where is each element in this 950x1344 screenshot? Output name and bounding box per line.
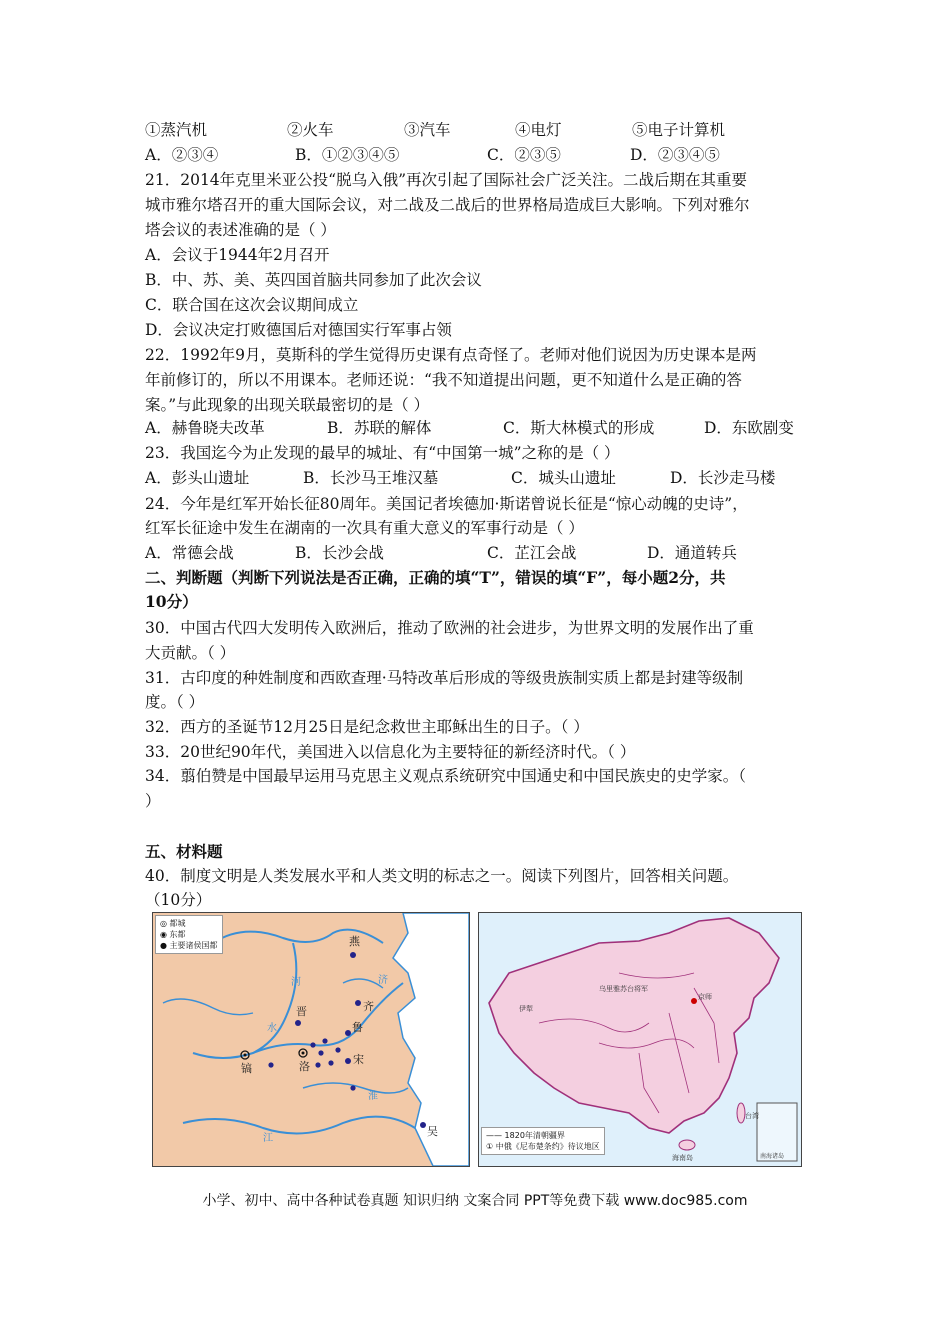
q20-option-b: B．①②③④⑤ [295,146,400,164]
label-taiwan: 台湾 [745,1112,759,1120]
city-dot [328,1060,333,1065]
page-footer: 小学、初中、高中各种试卷真题 知识归纳 文案合同 PPT等免费下载 www.doc985.com [202,1193,748,1209]
legend-nerchinsk: ① 中俄《尼布楚条约》待议地区 [486,1142,600,1151]
capital-luo-center [302,1052,305,1055]
label-song: 宋 [353,1053,364,1066]
label-luo: 洛 [299,1060,310,1073]
q40-line-2: （10分） [145,891,212,909]
map-right-legend [481,1127,605,1155]
q20-item-4: ④电灯 [515,121,562,139]
q22-stem-line-2: 年前修订的，所以不用课本。老师还说：“我不知道提出问题，更不知道什么是正确的答 [145,371,742,389]
q24-option-b: B．长沙会战 [295,544,384,562]
q24-option-a: A．常德会战 [145,544,234,562]
q24-stem-line-1: 24．今年是红军开始长征80周年。美国记者埃德加·斯诺曾说长征是“惊心动魄的史诗”， [145,495,748,513]
q20-item-3: ③汽车 [404,121,451,139]
q21-option-b: B．中、苏、美、英四国首脑共同参加了此次会议 [145,271,482,289]
q21-option-a: A．会议于1944年2月召开 [145,246,330,264]
q22-option-a: A．赫鲁晓夫改革 [145,419,265,437]
city-dot [322,1038,327,1043]
taiwan-island [737,1103,745,1123]
q34-line-2: ） [145,792,161,810]
q20-item-5: ⑤电子计算机 [632,121,726,139]
q34-line-1: 34．翦伯赞是中国最早运用马克思主义观点系统研究中国通史和中国民族史的史学家。（ [145,767,746,785]
label-wu: 吴 [427,1125,438,1138]
label-jingshi: 京师 [698,993,712,1001]
label-uliastai: 乌里雅苏台将军 [599,985,648,993]
q24-option-d: D．通道转兵 [647,544,737,562]
q22-option-c: C．斯大林模式的形成 [503,419,655,437]
city-dot-jin [295,1020,301,1026]
section5-title: 五、材料题 [145,842,223,861]
city-dot [318,1050,323,1055]
q23-stem: 23．我国迄今为止发现的最早的城址、有“中国第一城”之称的是（ ） [145,444,620,462]
label-ji: 济 [378,975,388,986]
label-lu: 鲁 [352,1021,363,1034]
q23-option-c: C．城头山遗址 [511,469,616,487]
q21-option-c: C．联合国在这次会议期间成立 [145,296,359,314]
q24-stem-line-2: 红军长征途中发生在湖南的一次具有重大意义的军事行动是（ ） [145,519,584,537]
label-jiang: 江 [263,1133,273,1144]
label-shui: 水 [267,1023,277,1034]
q22-stem-line-1: 22．1992年9月，莫斯科的学生觉得历史课有点奇怪了。老师对他们说因为历史课本是两 [145,346,757,364]
q23-option-d: D．长沙走马楼 [670,469,776,487]
map-left-legend [155,915,223,954]
label-huai: 淮 [368,1091,378,1102]
q21-stem-line-3: 塔会议的表述准确的是（ ） [145,221,336,239]
city-dot [350,1085,355,1090]
map-western-zhou [152,912,470,1167]
section2-title-line-1: 二、判断题（判断下列说法是否正确，正确的填“T”，错误的填“F”，每小题2分，共 [145,568,726,587]
section2-title-line-2: 10分） [145,592,198,611]
q32-line: 32．西方的圣诞节12月25日是纪念救世主耶稣出生的日子。（ ） [145,718,589,736]
city-dot [335,1047,340,1052]
q30-line-2: 大贡献。（ ） [145,644,236,662]
q24-option-c: C．芷江会战 [487,544,577,562]
q23-option-a: A．彭头山遗址 [145,469,250,487]
q40-line-1: 40．制度文明是人类发展水平和人类文明的标志之一。阅读下列图片，回答相关问题。 [145,867,739,885]
city-dot-qi [355,1000,361,1006]
label-jin: 晋 [296,1005,307,1018]
label-hainan: 海南岛 [672,1154,693,1162]
map-qing-dynasty [478,912,802,1167]
q20-item-1: ①蒸汽机 [145,121,208,139]
q22-option-b: B．苏联的解体 [327,419,432,437]
city-dot [268,1062,273,1067]
city-dot-yan [350,952,356,958]
label-hao: 镐 [241,1062,252,1075]
legend-capital: ◎ 都城 [160,919,186,928]
label-he: 河 [291,977,301,988]
label-qi: 齐 [363,1000,374,1013]
city-dot-lu [345,1030,351,1036]
label-ili: 伊犁 [519,1005,533,1013]
city-dot [310,1042,315,1047]
legend-vassal-capital: ● 主要诸侯国都 [160,941,218,950]
label-south-sea: 南海诸岛 [760,1153,785,1160]
q21-option-d: D．会议决定打败德国后对德国实行军事占领 [145,321,452,339]
legend-qing-border: —— 1820年清朝疆界 [486,1131,565,1140]
q31-line-2: 度。（ ） [145,693,205,711]
q20-option-c: C．②③⑤ [487,146,561,164]
q31-line-1: 31．古印度的种姓制度和西欧查理·马特改革后形成的等级贵族制实质上都是封建等级制 [145,669,744,687]
q33-line: 33．20世纪90年代，美国进入以信息化为主要特征的新经济时代。（ ） [145,743,636,761]
q22-option-d: D．东欧剧变 [704,419,794,437]
legend-east-capital: ◉ 东都 [160,930,186,939]
q21-stem-line-1: 21．2014年克里米亚公投“脱乌入俄”再次引起了国际社会广泛关注。二战后期在其重要 [145,171,748,189]
q20-item-2: ②火车 [287,121,334,139]
q21-stem-line-2: 城市雅尔塔召开的重大国际会议，对二战及二战后的世界格局造成巨大影响。下列对雅尔 [145,196,750,214]
q22-stem-line-3: 案。”与此现象的出现关联最密切的是（ ） [145,396,430,414]
capital-hao-center [244,1054,247,1057]
label-yan: 燕 [349,935,360,948]
q23-option-b: B．长沙马王堆汉墓 [303,469,439,487]
city-dot-wu [420,1122,426,1128]
capital-dot [691,998,697,1004]
q20-option-d: D．②③④⑤ [630,146,720,164]
city-dot [315,1062,320,1067]
q30-line-1: 30．中国古代四大发明传入欧洲后，推动了欧洲的社会进步，为世界文明的发展作出了重 [145,619,754,637]
hainan-island [679,1140,695,1150]
city-dot-song [345,1058,351,1064]
q20-option-a: A．②③④ [145,146,219,164]
